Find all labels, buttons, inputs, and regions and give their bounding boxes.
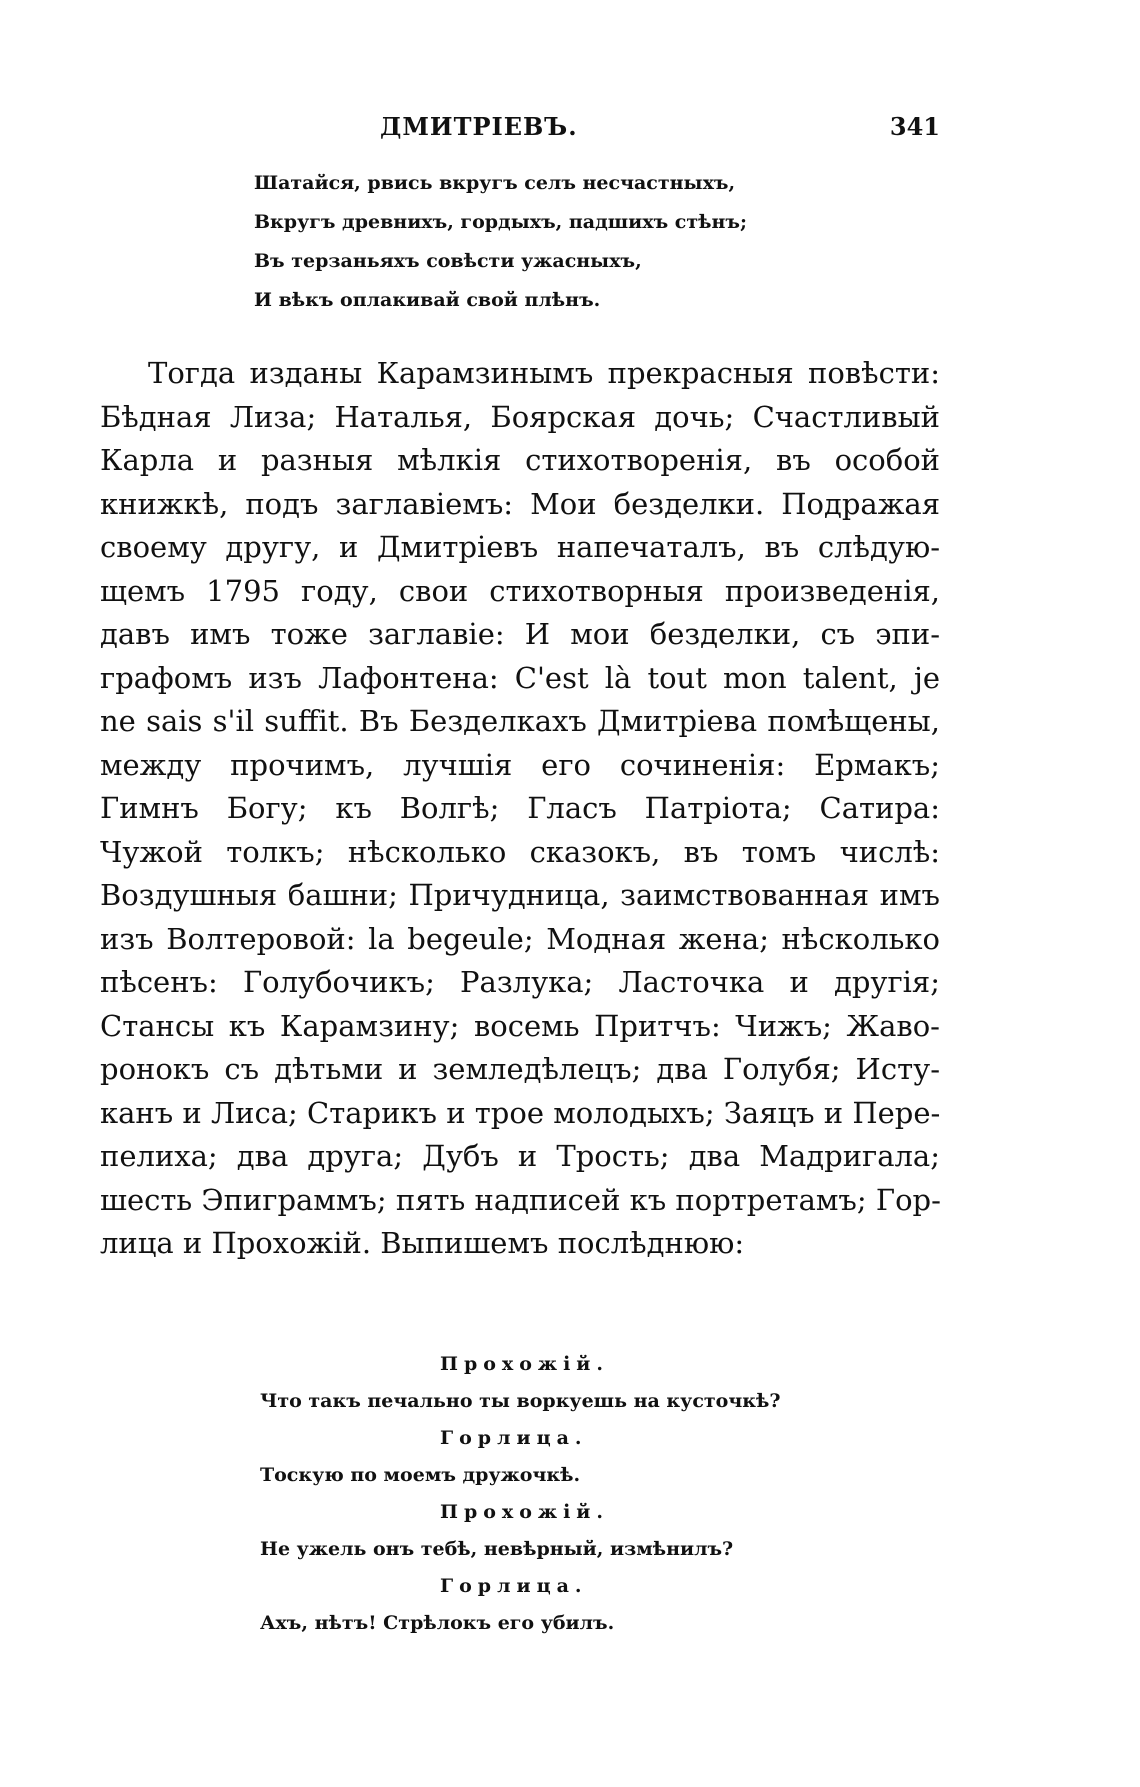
page-number: 341 bbox=[889, 112, 940, 141]
text-line: Стансы къ Карамзину; восемь Притчъ: Чижъ; Жаво- bbox=[100, 1008, 940, 1043]
page-header bbox=[380, 112, 940, 152]
speaker-name: Горлица. bbox=[440, 1427, 588, 1449]
verse-line: Въ терзаньяхъ совѣсти ужасныхъ, bbox=[254, 250, 642, 272]
speaker-name: Прохожій. bbox=[440, 1501, 610, 1523]
speech-line: Не ужель онъ тебѣ, невѣрный, измѣнилъ? bbox=[260, 1538, 734, 1560]
verse-line: Вкругъ древнихъ, гордыхъ, падшихъ стѣнъ; bbox=[254, 211, 747, 233]
verse-line: Шатайся, рвись вкругъ селъ несчастныхъ, bbox=[254, 172, 736, 194]
speech-line: Ахъ, нѣтъ! Стрѣлокъ его убилъ. bbox=[260, 1612, 615, 1634]
text-line: давъ имъ тоже заглавіе: И мои безделки, съ эпи- bbox=[100, 617, 940, 651]
text-line: канъ и Лиса; Старикъ и трое молодыхъ; Заяцъ и Пере- bbox=[100, 1095, 941, 1130]
text-line: Чужой толкъ; нѣсколько сказокъ, въ томъ числѣ: bbox=[100, 834, 940, 869]
text-line: Гимнъ Богу; къ Волгѣ; Гласъ Патріота; Сатира: bbox=[100, 791, 940, 825]
running-title: ДМИТРІЕВЪ. bbox=[380, 112, 578, 141]
text-line: изъ Волтеровой: la begeule; Модная жена; нѣсколько bbox=[100, 921, 940, 956]
verse-epigraph bbox=[254, 164, 914, 320]
speaker-name: Прохожій. bbox=[440, 1353, 610, 1375]
text-line: щемъ 1795 году, свои стихотворныя произведенія, bbox=[100, 573, 940, 608]
text-line: Бѣдная Лиза; Наталья, Боярская дочь; Счастливый bbox=[100, 399, 940, 434]
speech-line: Что такъ печально ты воркуешь на кусточкѣ? bbox=[260, 1390, 781, 1412]
verse-dialogue bbox=[260, 1346, 880, 1642]
speaker-name: Горлица. bbox=[440, 1575, 588, 1597]
text-line: лица и Прохожій. Выпишемъ послѣднюю: bbox=[100, 1226, 745, 1260]
text-line: пелиха; два друга; Дубъ и Трость; два Мадригала; bbox=[100, 1139, 940, 1173]
text-line: Карла и разныя мѣлкія стихотворенія, въ особой bbox=[100, 443, 940, 477]
text-line: между прочимъ, лучшія его сочиненія: Ермакъ; bbox=[100, 747, 940, 782]
text-line: шесть Эпиграммъ; пять надписей къ портретамъ; Гор- bbox=[100, 1182, 941, 1217]
text-line: своему другу, и Дмитріевъ напечаталъ, въ слѣдую- bbox=[100, 530, 940, 564]
verse-line: И вѣкъ оплакивай свой плѣнъ. bbox=[254, 289, 601, 311]
body-paragraph bbox=[100, 352, 940, 1266]
text-line: пѣсенъ: Голубочикъ; Разлука; Ласточка и другія; bbox=[100, 965, 940, 999]
text-line: ne sais s'il suffit. Въ Безделкахъ Дмитріева помѣщены, bbox=[100, 704, 940, 738]
text-line: ронокъ съ дѣтьми и земледѣлецъ; два Голубя; Исту- bbox=[100, 1052, 940, 1086]
text-line: Тогда изданы Карамзинымъ прекрасныя повѣсти: bbox=[148, 356, 940, 390]
speech-line: Тоскую по моемъ дружочкѣ. bbox=[260, 1464, 581, 1486]
text-line: графомъ изъ Лафонтена: C'est là tout mon talent, je bbox=[100, 660, 940, 695]
text-line: Воздушныя башни; Причудница, заимствованная имъ bbox=[100, 878, 940, 912]
text-line: книжкѣ, подъ заглавіемъ: Мои безделки. Подражая bbox=[100, 486, 940, 521]
